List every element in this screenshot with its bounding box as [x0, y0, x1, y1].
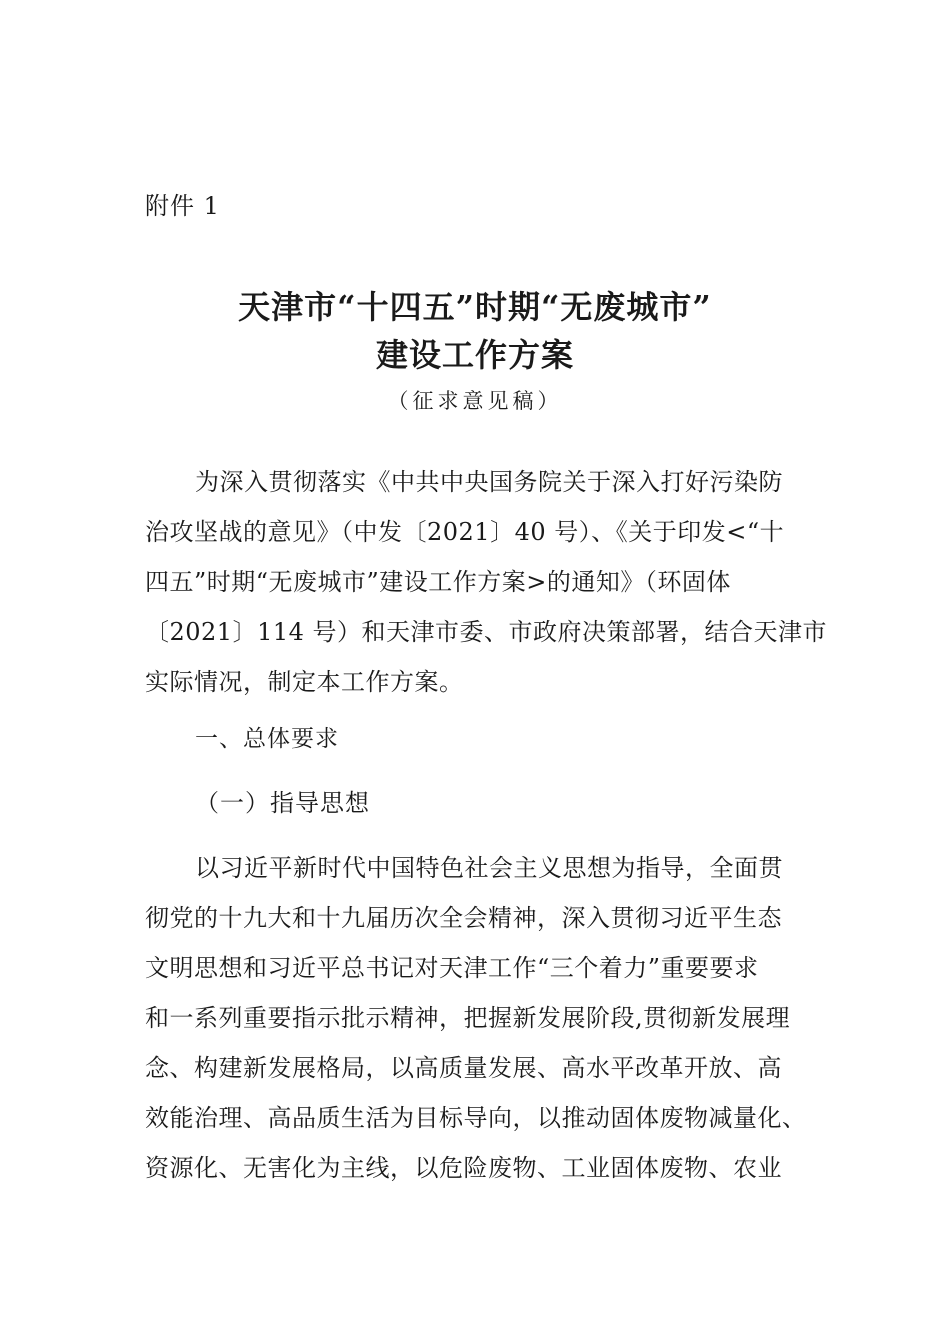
paragraph-line: 为深入贯彻落实《中共中央国务院关于深入打好污染防: [195, 468, 783, 496]
paragraph-line: 资源化、无害化为主线，以危险废物、工业固体废物、农业: [145, 1154, 782, 1182]
paragraph-line: 治攻坚战的意见》（中发〔2021〕40 号）、《关于印发<“十: [145, 518, 785, 546]
paragraph-line: 念、构建新发展格局，以高质量发展、高水平改革开放、高: [145, 1054, 782, 1082]
paragraph-line: 彻党的十九大和十九届历次全会精神，深入贯彻习近平生态: [145, 904, 782, 932]
subsection-heading-guiding-ideology: （一）指导思想: [195, 789, 370, 817]
paragraph-line: 〔2021〕114 号）和天津市委、市政府决策部署，结合天津市: [145, 618, 828, 646]
guiding-ideology-paragraph: [145, 843, 815, 1193]
attachment-label: 附件 1: [145, 192, 220, 220]
intro-paragraph: [145, 457, 828, 707]
paragraph-line: 效能治理、高品质生活为目标导向，以推动固体废物减量化、: [145, 1104, 807, 1132]
document-title-line-1: 天津市“十四五”时期“无废城市”: [238, 288, 712, 326]
paragraph-line: 文明思想和习近平总书记对天津工作“三个着力”重要要求: [145, 954, 759, 982]
paragraph-line: 四五”时期“无废城市”建设工作方案>的通知》（环固体: [145, 568, 731, 596]
paragraph-line: 实际情况，制定本工作方案。: [145, 668, 464, 696]
paragraph-line: 以习近平新时代中国特色社会主义思想为指导，全面贯: [195, 854, 783, 882]
paragraph-line: 和一系列重要指示批示精神，把握新发展阶段,贯彻新发展理: [145, 1004, 791, 1032]
section-heading-general-requirements: 一、总体要求: [195, 726, 339, 752]
document-title-line-2: 建设工作方案: [375, 336, 574, 374]
document-subtitle: （征求意见稿）: [387, 389, 563, 413]
